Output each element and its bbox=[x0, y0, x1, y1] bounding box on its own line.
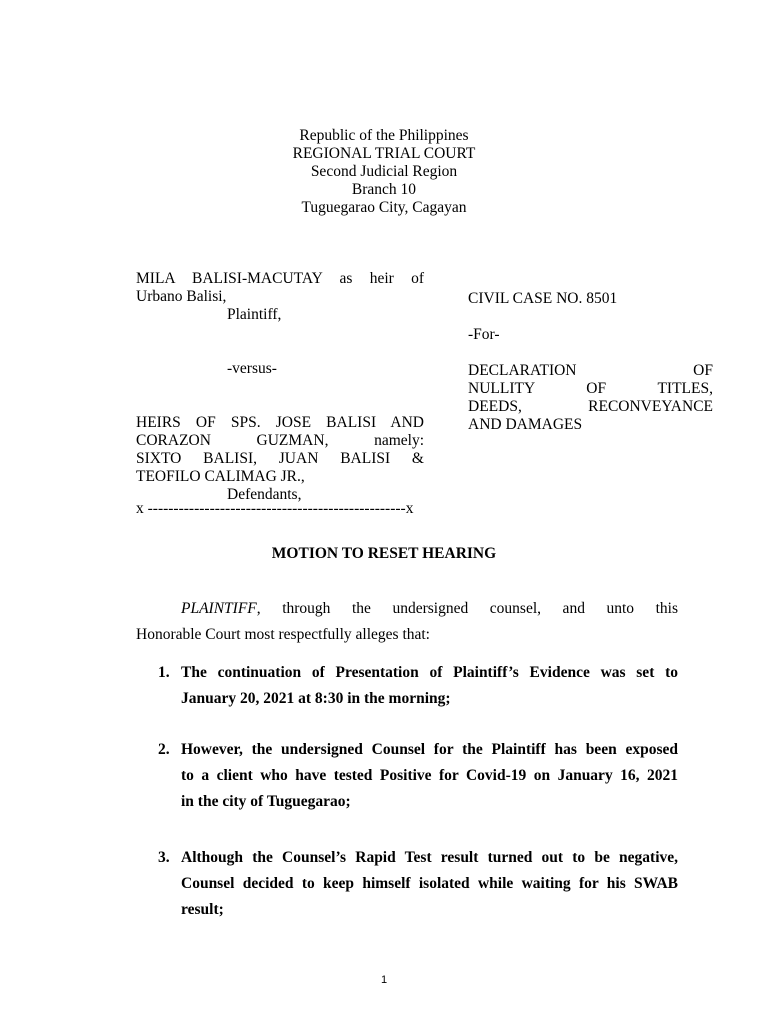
item-line: in the city of Tuguegarao; bbox=[181, 793, 351, 810]
nature-line-1: DECLARATION OF bbox=[468, 362, 713, 379]
item-number: 3. bbox=[158, 849, 170, 866]
item-line: Although the Counsel’s Rapid Test result turned out to be negative, bbox=[181, 849, 678, 866]
list-item bbox=[158, 845, 678, 923]
item-line: result; bbox=[181, 901, 224, 918]
list-item bbox=[158, 737, 678, 815]
defendants-line-2: CORAZON GUZMAN, namely: bbox=[136, 432, 424, 449]
item-number: 1. bbox=[158, 664, 170, 681]
plaintiff-name: MILA BALISI-MACUTAY as heir of bbox=[136, 270, 424, 287]
header-region: Second Judicial Region bbox=[310, 163, 458, 180]
header-country: Republic of the Philippines bbox=[299, 127, 469, 144]
for-label: -For- bbox=[468, 326, 500, 343]
item-line: The continuation of Presentation of Plaintiff’s Evidence was set to bbox=[181, 664, 678, 681]
nature-line-4: AND DAMAGES bbox=[468, 416, 583, 433]
item-number: 2. bbox=[158, 741, 170, 758]
defendants-line-3: SIXTO BALISI, JUAN BALISI & bbox=[136, 450, 424, 467]
intro-line-2: Honorable Court most respectfully alleges that: bbox=[136, 626, 430, 643]
header-city: Tuguegarao City, Cagayan bbox=[301, 199, 467, 216]
item-line: However, the undersigned Counsel for the Plaintiff has been exposed bbox=[181, 741, 678, 758]
nature-line-2: NULLITY OF TITLES, bbox=[468, 380, 713, 397]
document-title: MOTION TO RESET HEARING bbox=[271, 545, 497, 562]
plaintiff-role: Plaintiff, bbox=[227, 306, 282, 323]
case-parties bbox=[136, 270, 424, 504]
versus-label: -versus- bbox=[227, 360, 277, 377]
item-line: to a client who have tested Positive for Covid-19 on January 16, 2021 bbox=[181, 767, 678, 784]
defendants-role: Defendants, bbox=[227, 486, 302, 503]
case-number: CIVIL CASE NO. 8501 bbox=[468, 290, 618, 307]
intro-party: PLAINTIFF bbox=[181, 600, 257, 617]
list-item bbox=[158, 660, 678, 712]
caption-separator: x --------------------------------------------------x bbox=[136, 500, 414, 517]
defendants-line-1: HEIRS OF SPS. JOSE BALISI AND bbox=[136, 414, 424, 431]
nature-line-3: DEEDS, RECONVEYANCE bbox=[468, 398, 713, 415]
case-details bbox=[468, 290, 713, 434]
item-line: January 20, 2021 at 8:30 in the morning; bbox=[181, 690, 451, 707]
page-number: 1 bbox=[380, 974, 388, 986]
intro-line-1: , through the undersigned counsel, and unto this bbox=[256, 600, 678, 617]
header-court: REGIONAL TRIAL COURT bbox=[292, 145, 476, 162]
item-line: Counsel decided to keep himself isolated while waiting for his SWAB bbox=[181, 875, 678, 892]
intro-paragraph bbox=[136, 596, 678, 648]
plaintiff-heir-of: Urbano Balisi, bbox=[136, 288, 227, 305]
header-branch: Branch 10 bbox=[351, 181, 417, 198]
defendants-line-4: TEOFILO CALIMAG JR., bbox=[136, 468, 305, 485]
court-header bbox=[0, 127, 768, 217]
